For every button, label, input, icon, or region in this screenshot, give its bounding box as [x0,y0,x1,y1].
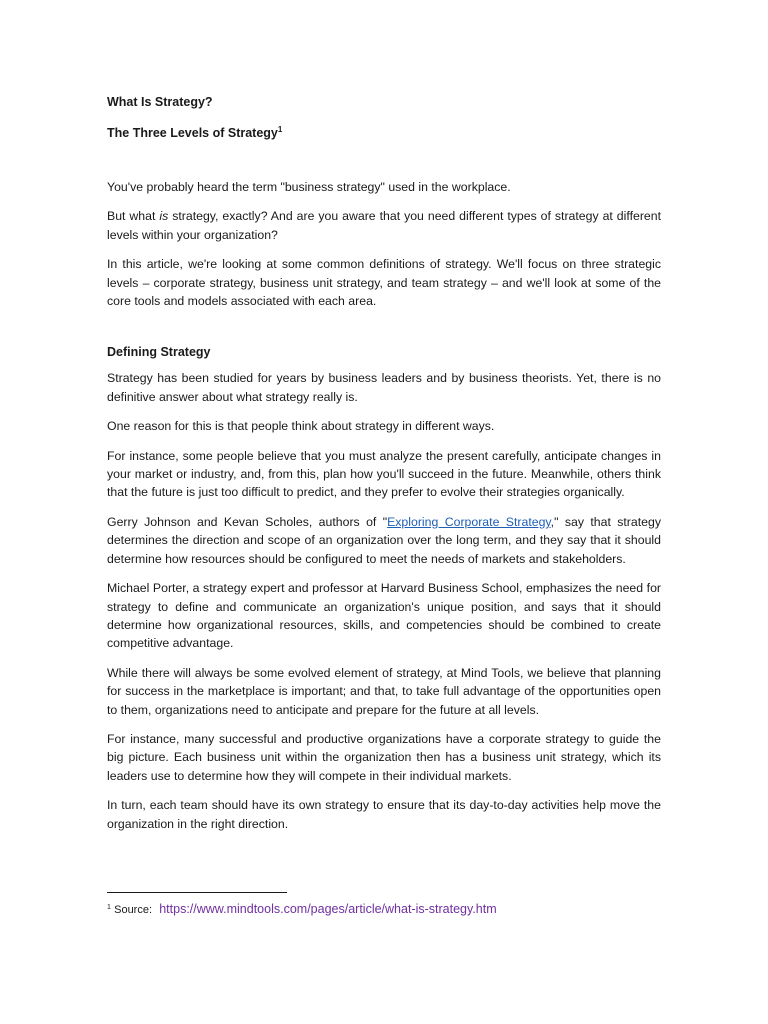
body-paragraph-7: For instance, many successful and productive organizations have a corporate strategy to guide the big picture. Each business unit within the organization then has a business unit strategy, which its leaders use to determine how they will compete in their individual markets. [107,731,661,783]
document-title: What Is Strategy? [107,95,213,109]
section-heading: Defining Strategy [107,345,211,360]
intro-paragraph-1: You've probably heard the term "business strategy" used in the workplace. [107,180,511,194]
body-paragraph-6: While there will always be some evolved element of strategy, at Mind Tools, we believe that planning for success in the marketplace is important; and that, to take full advantage of the opportunities open to them, organizations need to anticipate and prepare for the future at all levels. [107,665,661,717]
body-paragraph-1: Strategy has been studied for years by business leaders and by business theorists. Yet, there is no definitive answer about what strategy really is. [107,371,661,404]
book-link[interactable]: Exploring Corporate Strategy [387,514,551,529]
body-paragraph-2: One reason for this is that people think about strategy in different ways. [107,419,495,434]
body-paragraph-3: For instance, some people believe that you must analyze the present carefully, anticipate changes in your market or industry, and, from this, plan how you'll succeed in the future. Meanwhile, others think that the future is just too difficult to predict, and they prefer to evolve their strategies organically. [107,448,661,500]
document-subtitle: The Three Levels of Strategy$^1$ [107,125,283,140]
body-paragraph-4: Gerry Johnson and Kevan Scholes, authors of "Exploring Corporate Strategy," say that strategy determines the direction and scope of an organization over the long term, and they say that it should determine how resources should be configured to meet the needs of markets and stakeholders. [107,514,661,566]
body-paragraph-8: In turn, each team should have its own strategy to ensure that its day-to-day activities help move the organization in the right direction. [107,798,661,831]
body-paragraph-5: Michael Porter, a strategy expert and professor at Harvard Business School, emphasizes the need for strategy to define and communicate an organization's unique position, and says that it should determine how organizational resources, skills, and competencies should be combined to create competitive advantage. [107,581,661,651]
footnote-number: 1 [107,904,111,911]
spacer [107,321,661,343]
footnote [107,900,497,918]
footnote-marker: 1 [277,125,283,134]
footnote-label: Source: [114,904,153,916]
intro-paragraph-3: In this article, we're looking at some common definitions of strategy. We'll focus on three strategic levels – corporate strategy, business unit strategy, and team strategy – and we'll look at some of the core tools and models associated with each area. [107,257,661,309]
document-body [107,178,661,844]
footnote-divider [107,892,287,893]
intro-paragraph-2: But what is strategy, exactly? And are you aware that you need different types of strategy at different levels within your organization? [107,209,662,242]
document-page [107,0,661,1024]
footnote-source-link[interactable]: https://www.mindtools.com/pages/article/what-is-strategy.htm [159,902,497,916]
